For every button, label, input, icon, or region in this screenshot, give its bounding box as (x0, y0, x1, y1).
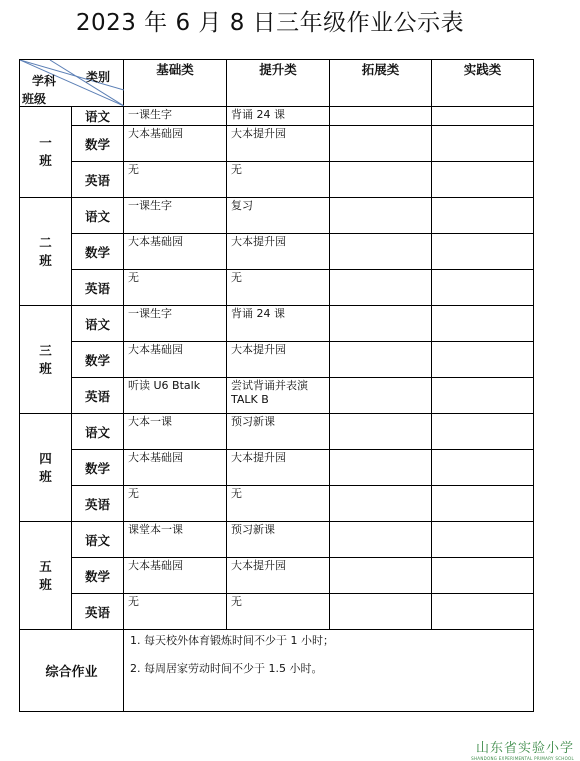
basic-homework-cell: 大本基础园 (124, 234, 227, 270)
practice-homework-cell (432, 522, 534, 558)
summary-row (20, 630, 534, 712)
class-name-cell (20, 522, 72, 630)
advanced-homework-cell: 无 (227, 270, 330, 306)
practice-homework-cell (432, 198, 534, 234)
class-name-char: 一 (39, 135, 52, 150)
basic-homework-cell: 无 (124, 162, 227, 198)
extended-homework-cell (330, 342, 432, 378)
class-name-char: 班 (39, 468, 52, 484)
class-name-cell (20, 414, 72, 522)
school-logo-english: SHANDONG EXPERIMENTAL PRIMARY SCHOOL (471, 756, 574, 761)
extended-homework-cell (330, 414, 432, 450)
table-row (20, 594, 534, 630)
subject-cell: 语文 (72, 306, 124, 342)
table-row (20, 162, 534, 198)
table-row (20, 198, 534, 234)
advanced-homework-cell: 大本提升园 (227, 234, 330, 270)
subject-cell: 英语 (72, 486, 124, 522)
table-row (20, 306, 534, 342)
basic-homework-cell: 一课生字 (124, 198, 227, 234)
subject-cell: 英语 (72, 270, 124, 306)
advanced-homework-cell: 大本提升园 (227, 342, 330, 378)
class-name-char: 班 (39, 153, 52, 168)
header-corner-cell (20, 60, 124, 107)
page-title: 2023 年 6 月 8 日三年级作业公示表 (75, 10, 465, 36)
class-name-cell (20, 107, 72, 198)
subject-cell: 数学 (72, 558, 124, 594)
extended-homework-cell (330, 558, 432, 594)
extended-homework-cell (330, 270, 432, 306)
advanced-homework-cell: 预习新课 (227, 414, 330, 450)
subject-cell: 语文 (72, 198, 124, 234)
advanced-homework-cell: 大本提升园 (227, 450, 330, 486)
basic-homework-cell: 无 (124, 486, 227, 522)
class-name-char: 班 (39, 360, 52, 376)
extended-homework-cell (330, 107, 432, 126)
corner-subject-label: 学科 (32, 74, 57, 88)
summary-label: 综合作业 (20, 630, 124, 712)
basic-homework-cell: 大本基础园 (124, 558, 227, 594)
subject-cell: 英语 (72, 594, 124, 630)
practice-homework-cell (432, 594, 534, 630)
class-name-char: 五 (39, 558, 52, 574)
basic-homework-cell: 无 (124, 270, 227, 306)
table-row (20, 522, 534, 558)
table-row (20, 558, 534, 594)
practice-homework-cell (432, 306, 534, 342)
basic-homework-cell: 一课生字 (124, 107, 227, 126)
advanced-homework-cell: 复习 (227, 198, 330, 234)
basic-homework-cell: 听读 U6 Btalk (124, 378, 227, 414)
subject-cell: 数学 (72, 342, 124, 378)
class-name-cell (20, 198, 72, 306)
subject-cell: 英语 (72, 162, 124, 198)
advanced-homework-cell: 尝试背诵并表演 TALK B (227, 378, 330, 414)
school-logo-name: 山东省实验小学 (475, 741, 574, 756)
column-header-extended: 拓展类 (330, 60, 432, 107)
basic-homework-cell: 无 (124, 594, 227, 630)
table-row (20, 450, 534, 486)
subject-cell: 数学 (72, 126, 124, 162)
corner-category-label: 类别 (86, 70, 111, 84)
subject-cell: 数学 (72, 450, 124, 486)
practice-homework-cell (432, 234, 534, 270)
table-row (20, 126, 534, 162)
advanced-homework-cell: 无 (227, 162, 330, 198)
basic-homework-cell: 一课生字 (124, 306, 227, 342)
class-name-char: 三 (39, 342, 52, 358)
practice-homework-cell (432, 126, 534, 162)
table-row (20, 414, 534, 450)
extended-homework-cell (330, 594, 432, 630)
table-row (20, 270, 534, 306)
school-logo (471, 737, 574, 761)
extended-homework-cell (330, 126, 432, 162)
subject-cell: 英语 (72, 378, 124, 414)
advanced-homework-cell: 背诵 24 课 (227, 306, 330, 342)
table-row (20, 234, 534, 270)
advanced-homework-cell: 大本提升园 (227, 558, 330, 594)
extended-homework-cell (330, 378, 432, 414)
practice-homework-cell (432, 342, 534, 378)
basic-homework-cell: 大本一课 (124, 414, 227, 450)
summary-item: 1. 每天校外体育锻炼时间不少于 1 小时； (130, 634, 334, 647)
basic-homework-cell: 大本基础园 (124, 126, 227, 162)
extended-homework-cell (330, 486, 432, 522)
extended-homework-cell (330, 522, 432, 558)
extended-homework-cell (330, 306, 432, 342)
practice-homework-cell (432, 414, 534, 450)
extended-homework-cell (330, 198, 432, 234)
class-name-char: 二 (39, 234, 52, 250)
class-name-char: 四 (39, 450, 52, 466)
summary-item: 2. 每周居家劳动时间不少于 1.5 小时。 (130, 662, 323, 675)
subject-cell: 语文 (72, 414, 124, 450)
column-header-basic: 基础类 (124, 60, 227, 107)
advanced-homework-cell: 大本提升园 (227, 126, 330, 162)
basic-homework-cell: 课堂本一课 (124, 522, 227, 558)
advanced-homework-cell: 无 (227, 594, 330, 630)
corner-class-label: 班级 (22, 92, 47, 106)
extended-homework-cell (330, 450, 432, 486)
extended-homework-cell (330, 234, 432, 270)
advanced-homework-cell: 无 (227, 486, 330, 522)
table-row (20, 342, 534, 378)
extended-homework-cell (330, 162, 432, 198)
column-header-advanced: 提升类 (227, 60, 330, 107)
practice-homework-cell (432, 378, 534, 414)
subject-cell: 语文 (72, 522, 124, 558)
basic-homework-cell: 大本基础园 (124, 450, 227, 486)
class-name-char: 班 (39, 576, 52, 592)
practice-homework-cell (432, 270, 534, 306)
table-row (20, 107, 534, 126)
summary-content-cell (124, 630, 534, 712)
table-row (20, 378, 534, 414)
homework-table (19, 59, 534, 712)
header-row (20, 60, 534, 107)
class-name-char: 班 (39, 252, 52, 268)
subject-cell: 数学 (72, 234, 124, 270)
basic-homework-cell: 大本基础园 (124, 342, 227, 378)
advanced-homework-cell: 预习新课 (227, 522, 330, 558)
practice-homework-cell (432, 486, 534, 522)
practice-homework-cell (432, 107, 534, 126)
advanced-homework-cell: 背诵 24 课 (227, 107, 330, 126)
table-row (20, 486, 534, 522)
class-name-cell (20, 306, 72, 414)
column-header-practice: 实践类 (432, 60, 534, 107)
subject-cell: 语文 (72, 107, 124, 126)
practice-homework-cell (432, 162, 534, 198)
practice-homework-cell (432, 450, 534, 486)
practice-homework-cell (432, 558, 534, 594)
